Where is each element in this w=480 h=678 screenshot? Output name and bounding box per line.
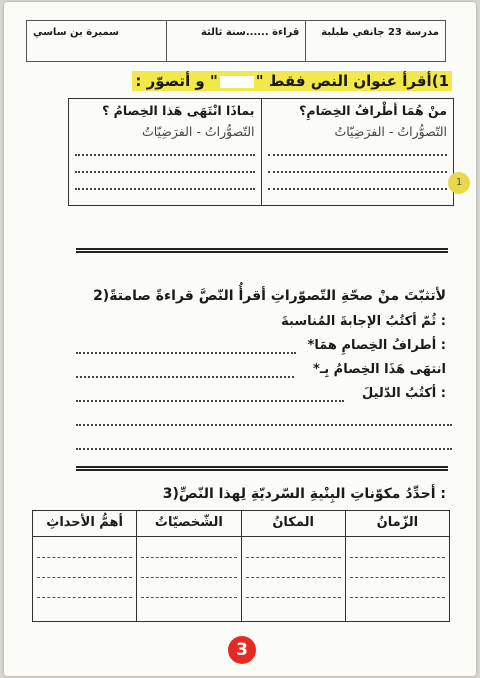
side-tab-marker: 1 (448, 172, 470, 194)
school-name: مدرسة 23 جانفي طبلبة (305, 21, 445, 61)
q2-instruction-2: ثُمّ أكتُبُ الإجابةَ المُناسبةَ : (281, 314, 446, 329)
q1-col-ending (69, 99, 261, 205)
answer-line[interactable] (141, 597, 236, 598)
q3-col-characters (136, 511, 240, 621)
answer-line[interactable] (268, 145, 448, 156)
q2-item-ending: *انتهَى هَذَا الخِصامُ بِـ (313, 362, 446, 377)
title-blank (220, 76, 254, 88)
q1-question-ending: بماذَا انْتَهَى هَذا الخِصامُ ؟ (102, 103, 255, 118)
q1-options-sides: التّصوُّراتُ - الفرَضِيّاتُ (334, 124, 447, 139)
q3-narrative-table (32, 510, 450, 622)
q3-header-events: أهمُّ الأحداثِ (33, 511, 136, 537)
q1-question-sides: منْ هُمَا أطْرافُ الخِصَامِ؟ (299, 103, 447, 118)
teacher-name: سميرة بن ساسي (32, 27, 119, 38)
q1-table (68, 98, 454, 206)
q3-col-events (33, 511, 136, 621)
q2-answer-line[interactable] (76, 424, 452, 426)
answer-line[interactable] (37, 557, 132, 558)
worksheet-page (4, 2, 476, 676)
answer-line[interactable] (268, 162, 448, 173)
page-number-badge: 3 (228, 636, 256, 664)
q3-header-time: الزّمانُ (346, 511, 449, 537)
q3-header-place: المكانُ (242, 511, 345, 537)
answer-line[interactable] (75, 179, 255, 190)
answer-line[interactable] (246, 557, 341, 558)
q1-options-ending: التّصوُّراتُ - الفرَضِيّاتُ (141, 124, 255, 139)
answer-line[interactable] (350, 577, 445, 578)
section-divider (76, 248, 448, 253)
answer-line[interactable] (75, 145, 255, 156)
q3-col-place (241, 511, 345, 621)
q2-answer-line[interactable] (76, 448, 452, 450)
answer-line[interactable] (37, 577, 132, 578)
q1-title-highlight: 1)أقرأ عنوان النص فقط "" و أتصوّر : (132, 71, 452, 91)
q3-col-time (345, 511, 449, 621)
answer-line[interactable] (268, 179, 448, 190)
q1-col-sides (261, 99, 454, 205)
q2-answer-line[interactable] (76, 352, 296, 354)
q3-header-characters: الشّخصيّاتُ (137, 511, 240, 537)
q2-answer-line[interactable] (76, 376, 294, 378)
answer-line[interactable] (350, 557, 445, 558)
answer-line[interactable] (141, 577, 236, 578)
subject-level: قراءة ......سنة ثالثة (166, 21, 306, 61)
q1-title (114, 72, 452, 96)
section-divider (76, 466, 448, 471)
q2-answer-line[interactable] (76, 400, 344, 402)
header-table (26, 20, 446, 62)
answer-line[interactable] (75, 162, 255, 173)
q2-item-sides: *أطرافُ الخِصامِ همَا : (307, 338, 446, 353)
answer-line[interactable] (246, 597, 341, 598)
q2-instruction-1: 2)لأتثبّتَ منْ صحّةِ التّصوّراتِ أقرأُ النّصَّ قراءةً صامتةً (93, 288, 446, 304)
q2-item-evidence: أكتُبُ الدّليلَ : (362, 386, 446, 401)
answer-line[interactable] (37, 597, 132, 598)
answer-line[interactable] (246, 577, 341, 578)
q3-title: 3)أحدِّدُ مكوّناتِ البِنْيةِ السّرديّةِ لِهذا النّصِّ : (162, 486, 446, 502)
answer-line[interactable] (141, 557, 236, 558)
answer-line[interactable] (350, 597, 445, 598)
